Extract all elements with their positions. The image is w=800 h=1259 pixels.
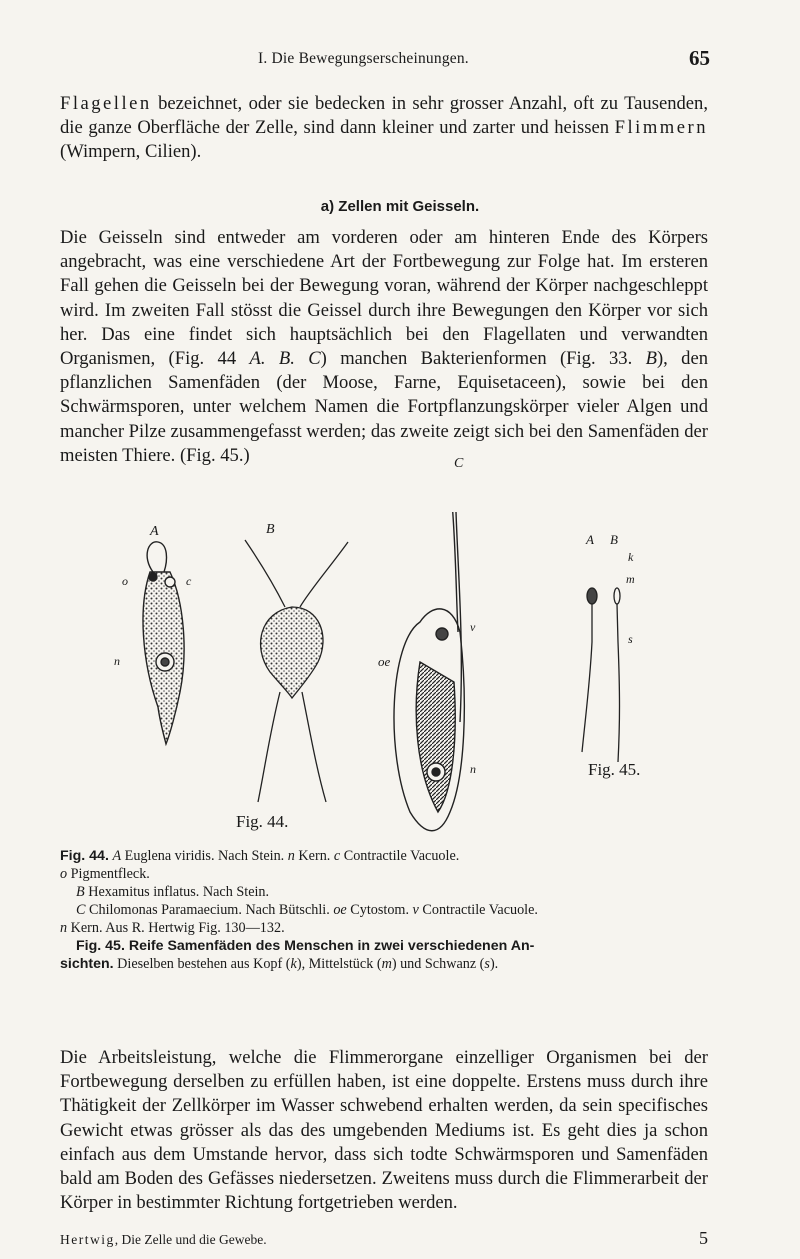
label-oe: oe [378,654,391,669]
fig44-label: Fig. 44. [236,812,289,831]
label-n-c: n [470,762,476,776]
caption-letter: C [76,902,86,918]
spermatozoa-drawing [582,588,620,762]
label-C: C [454,456,464,471]
caption-letter: B [76,884,85,900]
euglena-drawing [143,542,184,744]
caption-text: Contractile Vacuole. [418,902,538,918]
caption-title: Fig. 44. [60,848,109,864]
caption-letter: oe [333,902,347,918]
caption-letter: m [381,956,392,972]
caption-text: Chilomonas Paramaecium. Nach Bütschli. [85,902,334,918]
caption-fig45-line1 [60,938,724,956]
caption-letter: A [112,848,122,864]
running-head: I. Die Bewegungserscheinungen. [258,50,469,67]
label-v: v [470,620,476,634]
hexamitus-drawing [245,540,348,802]
caption-title: sichten. [60,956,114,972]
figure-illustration [114,456,740,842]
caption-title: Fig. 45. Reife Samenfäden des Menschen in zwei verschiedenen An- [76,938,535,954]
term-flimmern: Flimmern [614,117,708,139]
label-B-45: B [610,532,618,547]
caption-fig44-line5 [60,920,708,938]
page-number: 65 [689,46,710,70]
caption-text: ). [489,956,499,972]
caption-letter: o [60,866,68,882]
caption-letter: s [484,956,490,972]
paragraph-geisseln [60,226,708,468]
label-s: s [628,632,633,646]
caption-text: Euglena viridis. Nach Stein. [121,848,288,864]
label-A: A [150,524,159,539]
caption-text: Hexamitus inflatus. Nach Stein. [84,884,270,900]
caption-text: Pigmentfleck. [67,866,150,882]
caption-fig44-line1 [60,848,708,866]
caption-text: ) und Schwanz ( [391,956,485,972]
section-heading: a) Zellen mit Geisseln. [320,198,480,215]
caption-fig45-line2 [60,956,708,974]
caption-text: Contractile Vacuole. [340,848,460,864]
label-A-45: A [586,532,594,547]
fig45-label: Fig. 45. [588,760,641,779]
caption-fig44-line2 [60,866,708,884]
caption-fig44-line4 [60,902,724,920]
footer-title: , Die Zelle und die Gewebe. [114,1232,267,1247]
footer [60,1228,708,1248]
caption-text: Dieselben bestehen aus Kopf ( [113,956,291,972]
caption-text: Cytostom. [346,902,413,918]
paragraph-flagellen [60,92,708,165]
figure-ref: B [645,348,657,370]
caption-letter: n [60,920,68,936]
label-n: n [114,654,120,668]
footer-author: Hertwig [60,1232,115,1247]
paragraph-text: Die Geisseln sind entweder am vorderen oder am hinteren Ende des Körpers angebracht, was eine verschiedene Art der Fortbewegung zur Folge hat. Im ersteren Fall gehen die Geisseln bei der Bewegung voran, während der Körper nachgeschleppt wird. Im zweiten Fall stösst die Geissel durch ihre Bewegungen den Körper vor sich her. Das eine findet sich hauptsächlich bei den Flagellaten und verwandten Organismen, (Fig. 44 [60,227,708,370]
caption-letter: c [333,848,341,864]
label-B: B [266,522,275,537]
caption-letter: n [287,848,295,864]
paragraph-text: ) manchen Bakterienformen (Fig. 33. [320,348,646,370]
paragraph-text: (Wimpern, Cilien). [60,141,202,163]
signature-mark: 5 [699,1228,708,1248]
figure-drawing [120,512,740,842]
caption-letter: v [412,902,419,918]
label-m: m [626,572,635,586]
label-c: c [186,574,192,588]
figure-ref: A. B. C [249,348,321,370]
caption-text: ), Mittelstück ( [296,956,382,972]
chilomonas-drawing [394,512,464,831]
paragraph-text: ), den pflanzlichen Samenfäden (der Moose, Farne, Equisetaceen), sowie bei den Schwärmsporen, unter welchem Namen die Fortpflanzungskörper vieler Algen und mancher Pilze zusammengefasst werden; das zweite zeigt sich bei den Samenfäden der meisten Thiere. (Fig. 45.) [60,348,708,466]
caption-letter: k [290,956,297,972]
paragraph-arbeitsleistung: Die Arbeitsleistung, welche die Flimmerorgane einzelliger Organismen bei der Fortbewegung derselben zu erfüllen haben, ist eine doppelte. Erstens muss durch ihre Thätigkeit der Zellkörper im Wasser schwebend erhalten werden, da sein specifisches Gewicht etwas grösser als das des umgebenden Mediums ist. Es geht dies ja schon einfach aus dem Umstande hervor, dass sich todte Schwärmsporen und Samenfäden bald am Boden des Gefässes niedersetzen. Zweitens muss durch die Flimmerarbeit der Körper in bestimmter Richtung fortgetrieben werden. [60,1047,708,1214]
caption-fig44-line3 [60,884,724,902]
term-flagellen: Flagellen [60,93,152,114]
caption-text: Kern. [294,848,334,864]
label-k: k [628,550,634,564]
caption-text: Kern. Aus R. Hertwig Fig. 130—132. [67,920,285,936]
paragraph-text: bezeichnet, oder sie bedecken in sehr grosser Anzahl, oft zu Tausenden, die ganze Oberfläche der Zelle, sind dann kleiner und zarter und heissen [60,93,708,139]
label-o: o [122,574,128,588]
